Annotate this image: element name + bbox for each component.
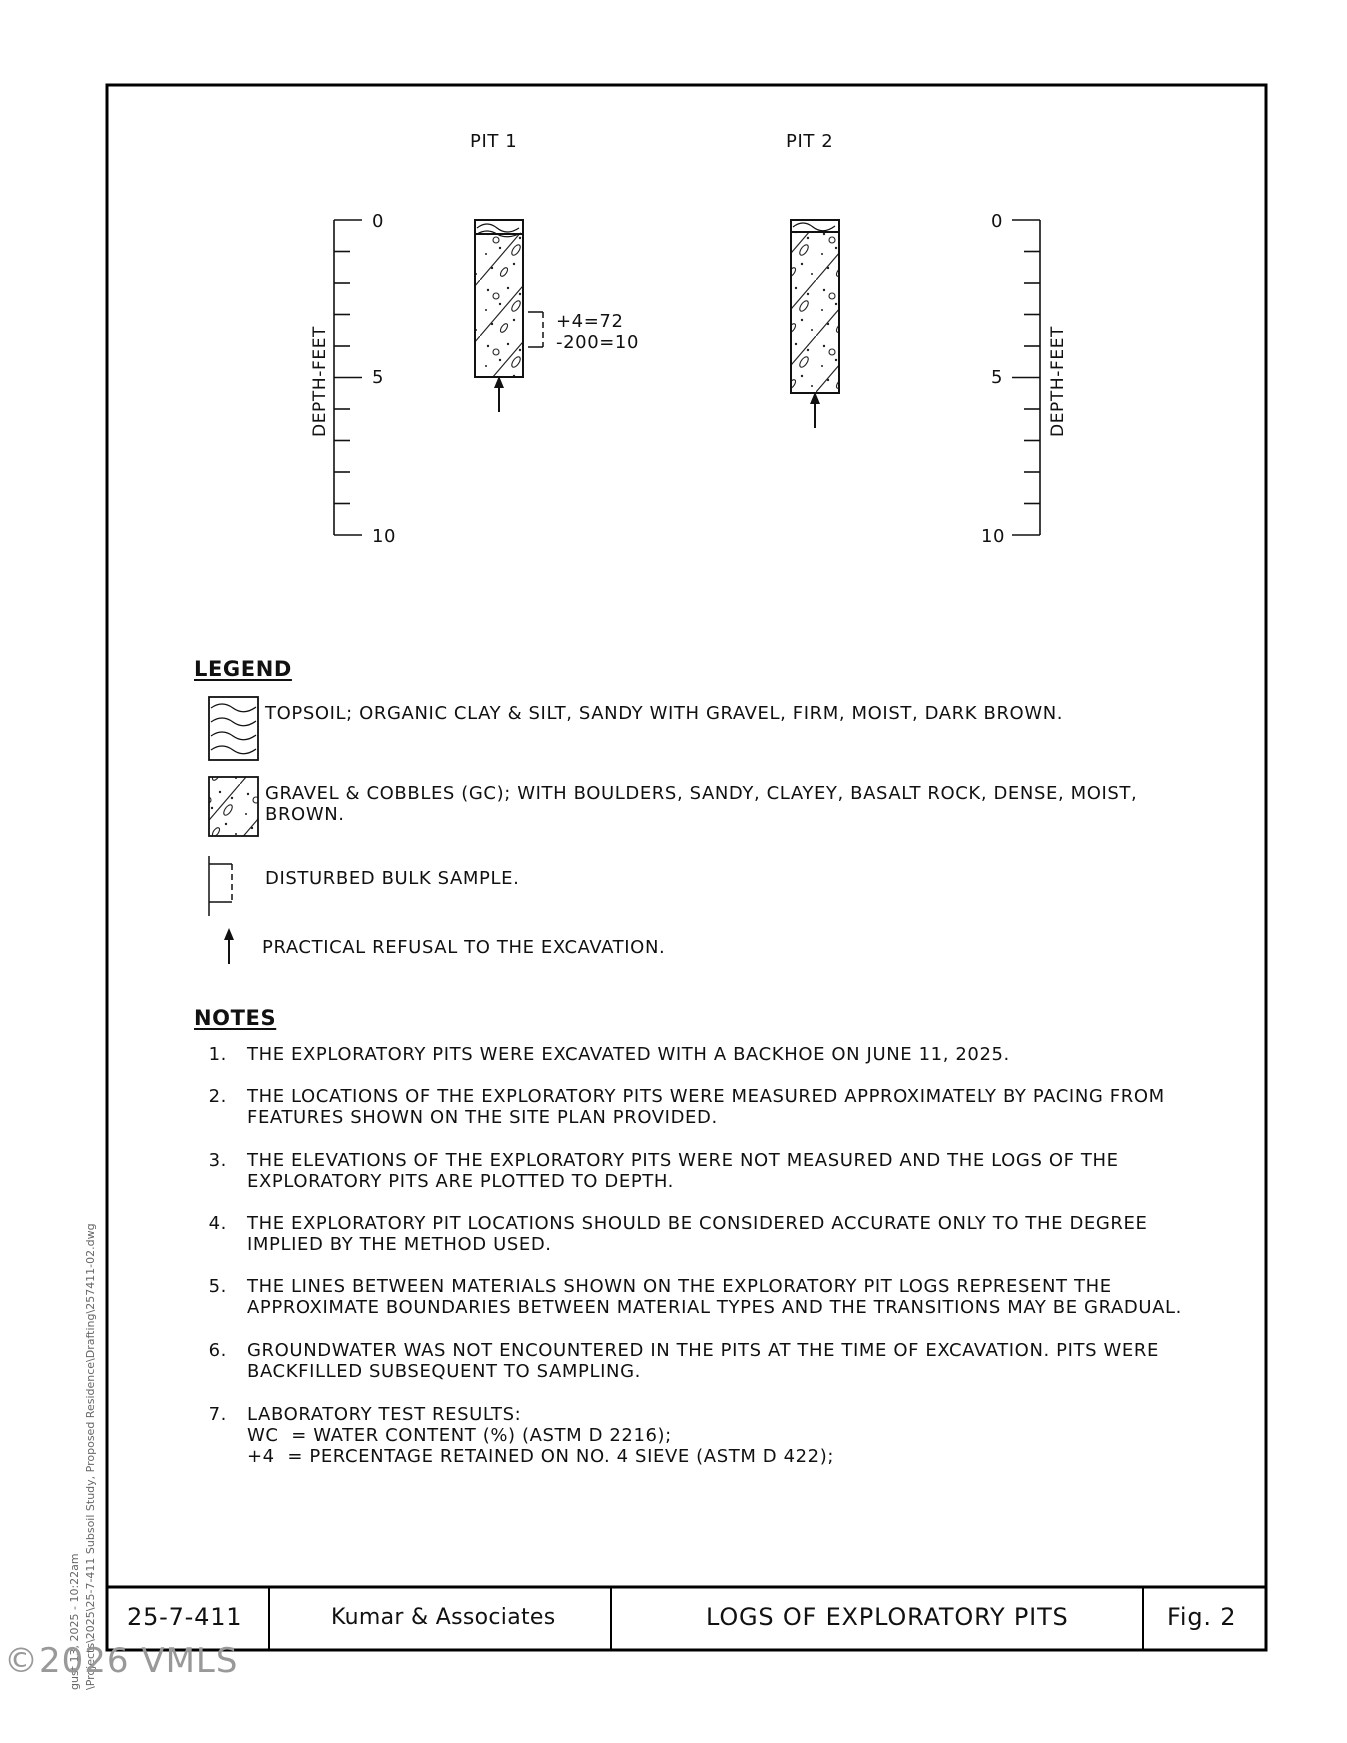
notes-heading: NOTES — [194, 1006, 277, 1030]
plot-stamp-path: \Projects\2025\25-7-411 Subsoil Study, Proposed Residence\Drafting\257411-02.dwg — [84, 1223, 97, 1690]
legend-bulk-sample-text: DISTURBED BULK SAMPLE. — [265, 868, 520, 889]
note-text: THE LOCATIONS OF THE EXPLORATORY PITS WERE MEASURED APPROXIMATELY BY PACING FROM FEATURES SHOWN ON THE SITE PLAN PROVIDED. — [247, 1086, 1165, 1128]
depth-tick-left-10: 10 — [372, 526, 397, 547]
note-number: 1. — [208, 1044, 227, 1065]
gravel-cobbles-pattern-icon — [209, 777, 258, 836]
note-number: 3. — [208, 1150, 227, 1171]
note-text: THE EXPLORATORY PITS WERE EXCAVATED WITH A BACKHOE ON JUNE 11, 2025. — [247, 1044, 1010, 1065]
bulk-sample-icon — [209, 856, 232, 916]
note-text: LABORATORY TEST RESULTS: WC = WATER CONTENT (%) (ASTM D 2216); +4 = PERCENTAGE RETAINED ON NO. 4 SIEVE (ASTM D 422); — [247, 1404, 835, 1467]
plot-stamp-date: gust 13, 2025 - 10:22am — [68, 1553, 81, 1690]
note-number: 5. — [208, 1276, 227, 1297]
note-number: 6. — [208, 1340, 227, 1361]
pit-2-title: PIT 2 — [786, 131, 834, 152]
legend-topsoil-text: TOPSOIL; ORGANIC CLAY & SILT, SANDY WITH GRAVEL, FIRM, MOIST, DARK BROWN. — [265, 703, 1064, 724]
legend-refusal-text: PRACTICAL REFUSAL TO THE EXCAVATION. — [262, 937, 666, 958]
depth-axis-label-left: DEPTH-FEET — [310, 325, 330, 437]
depth-tick-right-0: 0 — [991, 211, 1004, 232]
pit-1-bulk-sample — [528, 312, 543, 347]
watermark: ©2026 VMLS — [4, 1641, 239, 1681]
note-number: 7. — [208, 1404, 227, 1425]
drawing-title: LOGS OF EXPLORATORY PITS — [706, 1603, 1069, 1631]
note-text: THE EXPLORATORY PIT LOCATIONS SHOULD BE CONSIDERED ACCURATE ONLY TO THE DEGREE IMPLIED BY THE METHOD USED. — [247, 1213, 1148, 1255]
depth-tick-left-5: 5 — [372, 367, 385, 388]
depth-tick-right-5: 5 — [991, 367, 1004, 388]
note-number: 2. — [208, 1086, 227, 1107]
depth-scale-right — [1012, 220, 1040, 535]
note-number: 4. — [208, 1213, 227, 1234]
note-text: GROUNDWATER WAS NOT ENCOUNTERED IN THE PITS AT THE TIME OF EXCAVATION. PITS WERE BACKFILLED SUBSEQUENT TO SAMPLING. — [247, 1340, 1159, 1382]
legend-gravel-text-1: GRAVEL & COBBLES (GC); WITH BOULDERS, SANDY, CLAYEY, BASALT ROCK, DENSE, MOIST, — [265, 783, 1138, 804]
note-text: THE ELEVATIONS OF THE EXPLORATORY PITS WERE NOT MEASURED AND THE LOGS OF THE EXPLORATORY PITS ARE PLOTTED TO DEPTH. — [247, 1150, 1119, 1192]
pit-2-log — [791, 220, 839, 428]
topsoil-pattern-icon — [209, 697, 258, 760]
refusal-arrow-icon — [224, 928, 234, 964]
pit-1-sample-result-1: +4=72 — [556, 311, 624, 332]
depth-axis-label-right: DEPTH-FEET — [1048, 325, 1068, 437]
legend-gravel-text-2: BROWN. — [265, 804, 345, 825]
depth-tick-left-0: 0 — [372, 211, 385, 232]
pit-1-sample-result-2: -200=10 — [556, 332, 640, 353]
pit-1-log — [475, 220, 523, 412]
legend-heading: LEGEND — [194, 657, 292, 681]
job-number: 25-7-411 — [127, 1603, 243, 1631]
depth-tick-right-10: 10 — [981, 526, 1006, 547]
pit-1-title: PIT 1 — [470, 131, 518, 152]
company-name: Kumar & Associates — [331, 1605, 556, 1630]
figure-number: Fig. 2 — [1167, 1603, 1237, 1631]
depth-scale-left — [334, 220, 362, 535]
note-text: THE LINES BETWEEN MATERIALS SHOWN ON THE EXPLORATORY PIT LOGS REPRESENT THE APPROXIMATE BOUNDARIES BETWEEN MATERIAL TYPES AND THE TRANSITIONS MAY BE GRADUAL. — [247, 1276, 1182, 1318]
